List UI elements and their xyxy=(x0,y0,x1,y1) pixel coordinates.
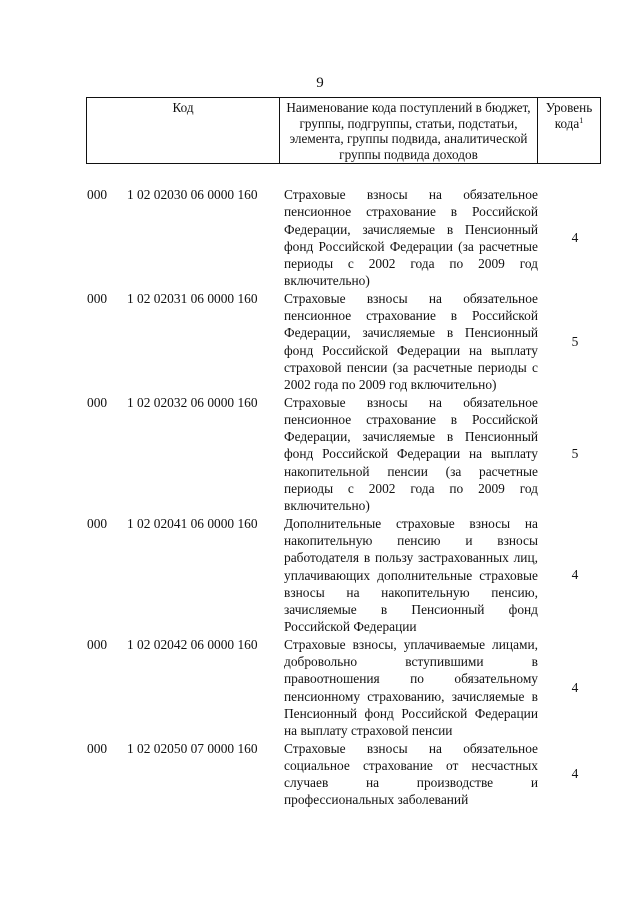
header-name-label: Наименование кода поступлений в бюджет, группы, подгруппы, статьи, подстатьи, элемента, группы подвида, аналитической группы подвида доходов xyxy=(286,100,531,162)
row-name: Страховые взносы на обязательное пенсионное страхование в Российской Федерации, зачисляемые в Пенсионный фонд Российской Федерации на выплату накопительной пенсии (за расчетные периоды с 2002 года по 2009 год включительно) xyxy=(284,394,538,514)
row-code: 1 02 02050 07 0000 160 xyxy=(127,740,258,756)
row-code: 1 02 02042 06 0000 160 xyxy=(127,636,258,652)
row-name: Дополнительные страховые взносы на накопительную пенсию и взносы работодателя в пользу застрахованных лиц, уплачивающих дополнительные страховые взносы на накопительную пенсию, зачисляемые в Пенсионный фонд Российской Федерации xyxy=(284,515,538,635)
header-level-cell xyxy=(538,98,601,164)
row-name: Страховые взносы на обязательное социальное страхование от несчастных случаев на производстве и профессиональных заболеваний xyxy=(284,740,538,808)
table-row xyxy=(0,515,640,636)
table-row xyxy=(0,394,640,515)
row-prefix: 000 xyxy=(87,636,108,652)
row-prefix: 000 xyxy=(87,515,108,531)
row-code: 1 02 02031 06 0000 160 xyxy=(127,290,258,306)
table-row xyxy=(0,290,640,394)
row-prefix: 000 xyxy=(87,187,108,202)
row-level: 4 xyxy=(571,679,579,695)
table-header xyxy=(86,97,601,164)
row-name: Страховые взносы, уплачиваемые лицами, добровольно вступившими в правоотношения по обязательному пенсионному страхованию, зачисляемые в Пенсионный фонд Российской Федерации на выплату страховой пенсии xyxy=(284,636,538,739)
page-number: 9 xyxy=(316,75,324,91)
table-row xyxy=(0,636,640,740)
row-prefix: 000 xyxy=(87,740,108,756)
table-row xyxy=(0,740,640,809)
row-prefix: 000 xyxy=(87,290,108,306)
header-code-label: Код xyxy=(172,100,194,115)
row-level: 4 xyxy=(571,567,579,583)
header-code-cell xyxy=(87,98,280,164)
header-row xyxy=(87,98,601,164)
row-level: 5 xyxy=(571,446,579,462)
row-code: 1 02 02032 06 0000 160 xyxy=(127,394,258,410)
row-level: 4 xyxy=(571,766,579,782)
row-code: 1 02 02030 06 0000 160 xyxy=(127,187,258,202)
footnote-marker: 1 xyxy=(579,115,584,125)
row-name: Страховые взносы на обязательное пенсионное страхование в Российской Федерации, зачисляемые в Пенсионный фонд Российской Федерации (за расчетные периоды с 2002 года по 2009 год включительно) xyxy=(284,187,538,289)
header-level-label: Уровень кода xyxy=(545,100,593,131)
row-name: Страховые взносы на обязательное пенсионное страхование в Российской Федерации, зачисляемые в Пенсионный фонд Российской Федерации на выплату страховой пенсии (за расчетные периоды с 2002 года по 2009 год включительно) xyxy=(284,290,538,393)
revenue-code-list xyxy=(0,186,640,809)
table-row xyxy=(0,186,640,290)
row-level: 5 xyxy=(571,333,579,349)
row-level: 4 xyxy=(571,229,579,245)
row-code: 1 02 02041 06 0000 160 xyxy=(127,515,258,531)
header-name-cell xyxy=(280,98,538,164)
row-prefix: 000 xyxy=(87,394,108,410)
